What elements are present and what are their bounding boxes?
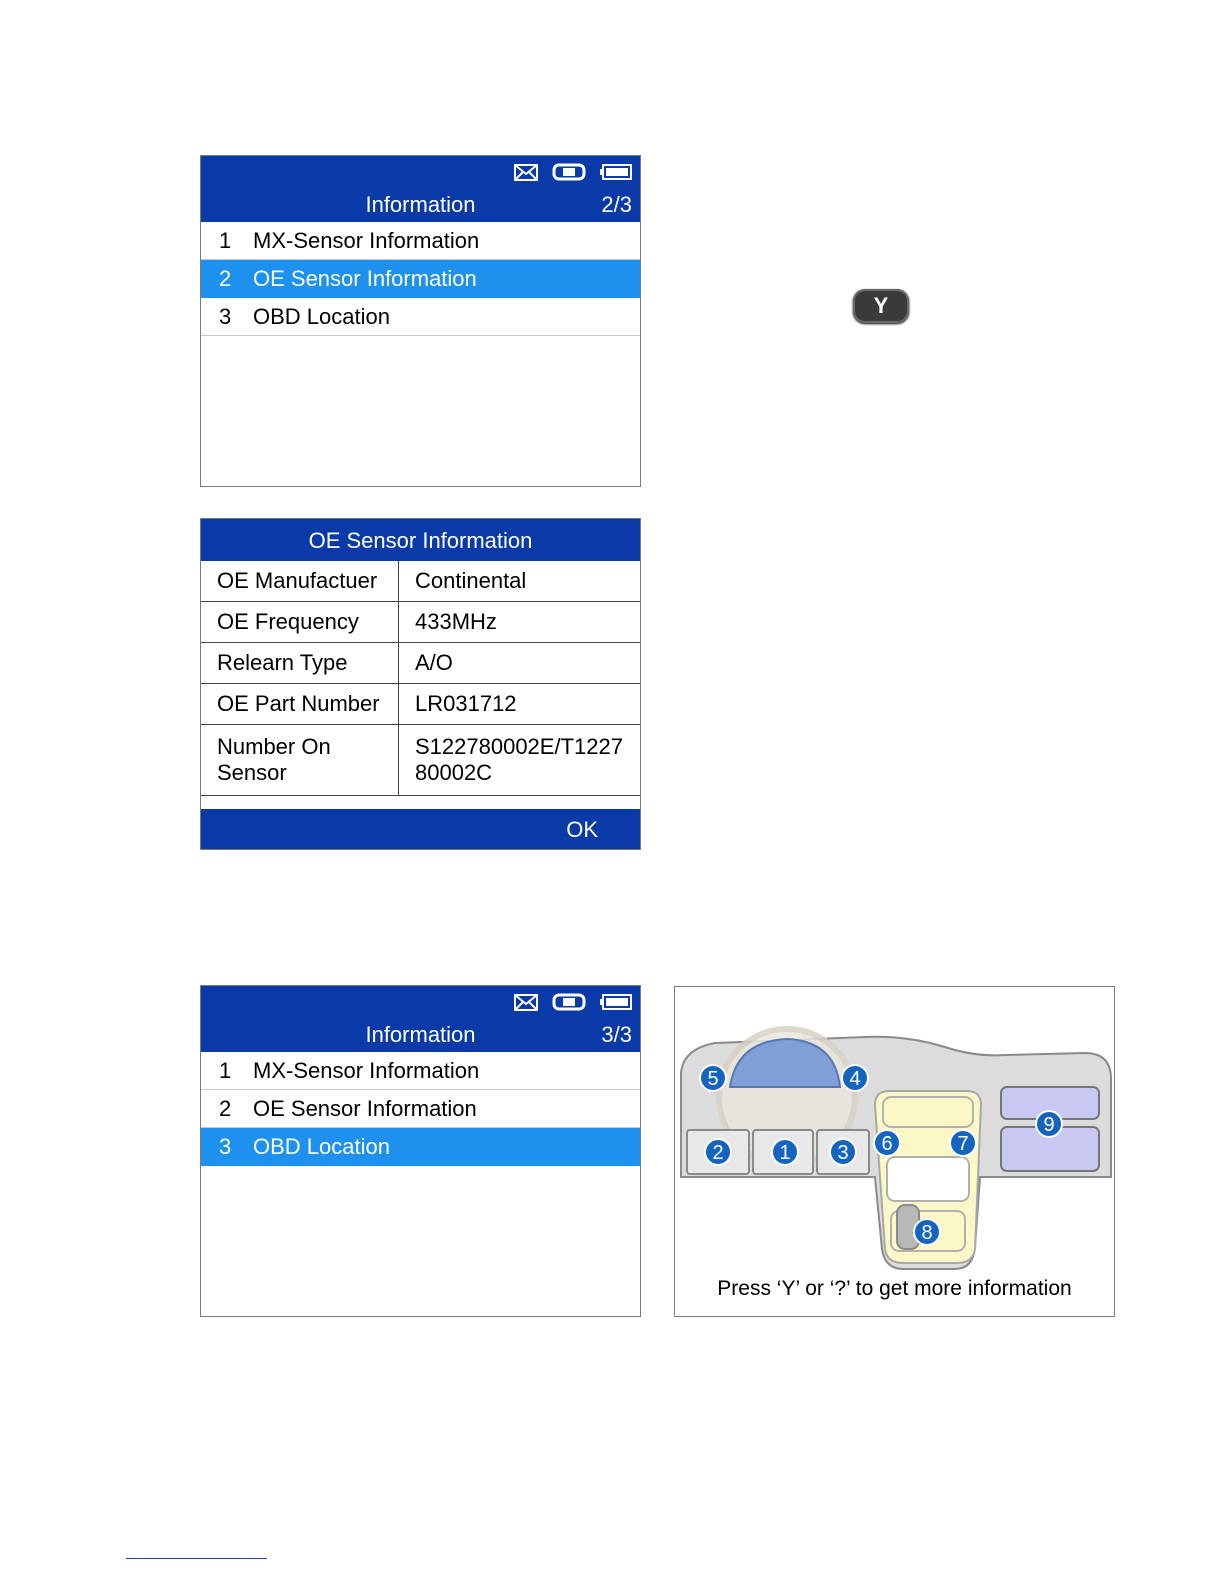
- menu-item-3[interactable]: [201, 298, 640, 336]
- menu-item-label: OE Sensor Information: [253, 265, 477, 291]
- menu-item-2[interactable]: [201, 260, 640, 298]
- screen-header: [201, 156, 640, 222]
- menu-item-number: 2: [219, 1095, 232, 1121]
- menu-item-number: 1: [219, 1057, 232, 1083]
- info-key: OE Frequency: [201, 602, 399, 643]
- mail-icon: [514, 994, 538, 1011]
- page-indicator: 2/3: [601, 192, 632, 217]
- menu-item-1[interactable]: [201, 1052, 640, 1090]
- info-value: S122780002E/T1227 80002C: [399, 725, 641, 796]
- obd-marker-7[interactable]: [950, 1130, 976, 1156]
- footer-bar: [201, 809, 640, 849]
- menu-item-label: MX-Sensor Information: [253, 227, 480, 253]
- obd-marker-label: 5: [707, 1068, 719, 1090]
- diagram-caption: Press ‘Y’ or ‘?’ to get more information: [717, 1277, 1072, 1300]
- obd-marker-5[interactable]: [700, 1065, 726, 1091]
- info-key: OE Manufactuer: [201, 561, 399, 602]
- battery-icon: [600, 994, 632, 1010]
- obd-marker-3[interactable]: [830, 1139, 856, 1165]
- info-value: Continental: [399, 561, 641, 602]
- ok-button[interactable]: OK: [566, 817, 598, 842]
- info-row: [201, 561, 640, 602]
- page-indicator: 3/3: [601, 1022, 632, 1047]
- menu-item-number: 3: [219, 303, 232, 329]
- obd-marker-4[interactable]: [842, 1065, 868, 1091]
- footer-rule: [126, 1558, 267, 1559]
- obd-marker-9[interactable]: [1036, 1111, 1062, 1137]
- info-value: A/O: [399, 643, 641, 684]
- info-row: [201, 643, 640, 684]
- screen-header: [201, 519, 640, 561]
- menu-item-label: OE Sensor Information: [253, 1095, 477, 1121]
- screen-title: OE Sensor Information: [308, 528, 533, 553]
- battery-icon: [600, 164, 632, 180]
- status-bar: [514, 992, 632, 1012]
- obd-marker-8[interactable]: [914, 1219, 940, 1245]
- obd-marker-label: 3: [837, 1142, 849, 1164]
- obd-location-diagram: [674, 986, 1115, 1317]
- obd-marker-label: 7: [957, 1133, 969, 1155]
- info-value: 433MHz: [399, 602, 641, 643]
- info-row: [201, 725, 640, 796]
- menu-item-label: OBD Location: [253, 303, 390, 329]
- obd-marker-2[interactable]: [705, 1139, 731, 1165]
- menu-item-label: OBD Location: [253, 1133, 390, 1159]
- info-key: Relearn Type: [201, 643, 399, 684]
- screen-header: [201, 986, 640, 1052]
- info-row: [201, 602, 640, 643]
- info-row: [201, 684, 640, 725]
- menu-item-number: 3: [219, 1133, 232, 1159]
- obd-marker-label: 6: [881, 1133, 893, 1155]
- information-screen-page-3: [200, 985, 641, 1317]
- info-key: Number On Sensor: [201, 725, 399, 796]
- obd-marker-label: 9: [1043, 1114, 1055, 1136]
- mail-icon: [514, 164, 538, 181]
- status-bar: [514, 162, 632, 182]
- menu-item-1[interactable]: [201, 222, 640, 260]
- information-screen-page-2: [200, 155, 641, 487]
- car-link-icon: [552, 992, 586, 1012]
- menu-item-number: 1: [219, 227, 232, 253]
- screen-title: Information: [365, 1022, 476, 1047]
- dashboard-illustration: [675, 987, 1114, 1316]
- obd-marker-label: 2: [712, 1142, 724, 1164]
- menu-item-number: 2: [219, 265, 232, 291]
- screen-title: Information: [365, 192, 476, 217]
- obd-marker-label: 8: [921, 1222, 933, 1244]
- y-key-icon: Y: [853, 289, 909, 323]
- obd-marker-1[interactable]: [772, 1139, 798, 1165]
- info-key: OE Part Number: [201, 684, 399, 725]
- info-value: LR031712: [399, 684, 641, 725]
- car-link-icon: [552, 162, 586, 182]
- console-radio: [887, 1157, 969, 1201]
- menu-item-3[interactable]: [201, 1128, 640, 1166]
- console-vent: [883, 1097, 973, 1127]
- sensor-info-table: [201, 561, 640, 796]
- menu-item-2[interactable]: [201, 1090, 640, 1128]
- obd-marker-6[interactable]: [874, 1130, 900, 1156]
- menu-item-label: MX-Sensor Information: [253, 1057, 480, 1083]
- oe-sensor-information-screen: [200, 518, 641, 850]
- obd-marker-label: 1: [779, 1142, 791, 1164]
- obd-marker-label: 4: [849, 1068, 861, 1090]
